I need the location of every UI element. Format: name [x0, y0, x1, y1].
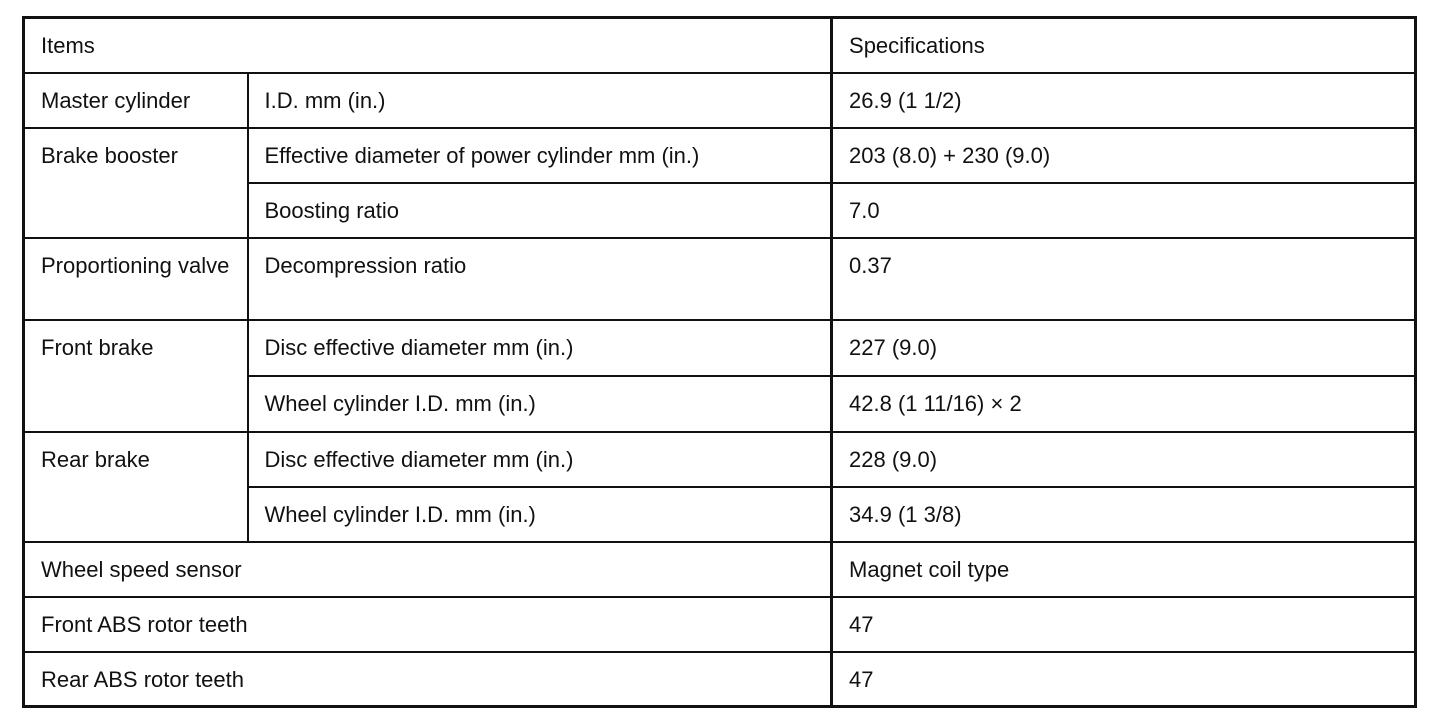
row-item-label: Disc effective diameter mm (in.) — [248, 320, 832, 376]
header-specifications: Specifications — [832, 18, 1416, 73]
brake-specifications-table — [22, 16, 1417, 708]
row-item-label: Wheel cylinder I.D. mm (in.) — [248, 487, 832, 542]
row-group-label: Rear brake — [24, 432, 248, 542]
row-item-label: Decompression ratio — [248, 238, 832, 320]
table-row — [24, 320, 1416, 376]
table-row — [24, 652, 1416, 707]
table-row — [24, 238, 1416, 320]
row-item-label: Front ABS rotor teeth — [24, 597, 832, 652]
table-row — [24, 597, 1416, 652]
row-item-label: Effective diameter of power cylinder mm (in.) — [248, 128, 832, 183]
table-row — [24, 73, 1416, 128]
row-spec-value: 42.8 (1 11/16) × 2 — [832, 376, 1416, 432]
row-item-label: Disc effective diameter mm (in.) — [248, 432, 832, 487]
row-group-label: Proportioning valve — [24, 238, 248, 320]
row-item-label: Wheel cylinder I.D. mm (in.) — [248, 376, 832, 432]
row-group-label: Master cylinder — [24, 73, 248, 128]
header-row — [24, 18, 1416, 73]
row-item-label: I.D. mm (in.) — [248, 73, 832, 128]
row-spec-value: Magnet coil type — [832, 542, 1416, 597]
row-spec-value: 47 — [832, 652, 1416, 707]
row-group-label: Brake booster — [24, 128, 248, 238]
row-spec-value: 7.0 — [832, 183, 1416, 238]
row-item-label: Boosting ratio — [248, 183, 832, 238]
table-row — [24, 128, 1416, 183]
row-item-label: Rear ABS rotor teeth — [24, 652, 832, 707]
row-item-label: Wheel speed sensor — [24, 542, 832, 597]
table-row — [24, 542, 1416, 597]
row-spec-value: 0.37 — [832, 238, 1416, 320]
row-spec-value: 34.9 (1 3/8) — [832, 487, 1416, 542]
header-items: Items — [24, 18, 832, 73]
row-spec-value: 47 — [832, 597, 1416, 652]
row-spec-value: 203 (8.0) + 230 (9.0) — [832, 128, 1416, 183]
row-spec-value: 26.9 (1 1/2) — [832, 73, 1416, 128]
row-group-label: Front brake — [24, 320, 248, 432]
table-row — [24, 432, 1416, 487]
row-spec-value: 227 (9.0) — [832, 320, 1416, 376]
row-spec-value: 228 (9.0) — [832, 432, 1416, 487]
